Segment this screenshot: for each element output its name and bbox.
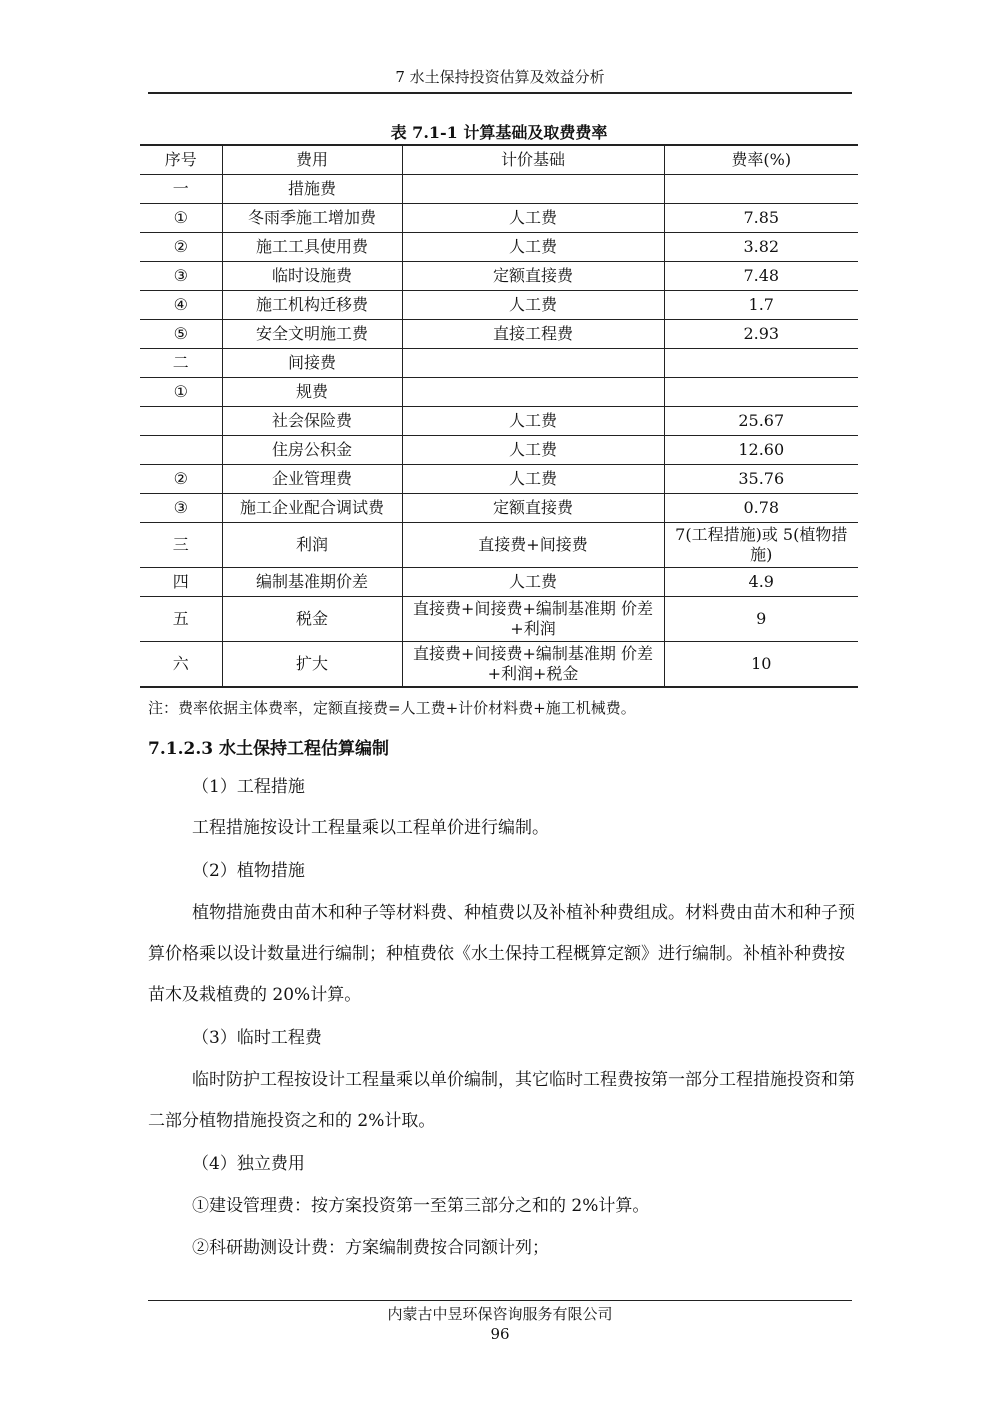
table-row [140,407,858,436]
cell-index: ⑤ [140,320,222,349]
col-header-basis: 计价基础 [402,145,664,175]
cell-item: 住房公积金 [222,436,402,465]
cell-rate: 7.85 [664,204,858,233]
table-header-row [140,145,858,175]
table-row [140,320,858,349]
cell-item: 社会保险费 [222,407,402,436]
table-row [140,349,858,378]
cell-rate: 3.82 [664,233,858,262]
cell-index: 五 [140,597,222,642]
cell-index: 二 [140,349,222,378]
cell-rate: 10 [664,642,858,688]
table-row [140,204,858,233]
paragraph-plant-measures: 植物措施费由苗木和种子等材料费、种植费以及补植补种费组成。材料费由苗木和种子预算价格乘以设计数量进行编制；种植费依《水土保持工程概算定额》进行编制。补植补种费按苗木及栽植费的 20%计算。 [148,903,855,1005]
cell-item: 措施费 [222,175,402,204]
table-row [140,291,858,320]
col-header-rate: 费率(%) [664,145,858,175]
cell-item: 安全文明施工费 [222,320,402,349]
cell-index: ④ [140,291,222,320]
footer-company: 内蒙古中昱环保咨询服务有限公司 [387,1305,613,1323]
cell-item: 临时设施费 [222,262,402,291]
cell-item: 施工机构迁移费 [222,291,402,320]
table-row [140,233,858,262]
footer-rule [148,1300,852,1301]
cell-rate: 12.60 [664,436,858,465]
cell-item: 冬雨季施工增加费 [222,204,402,233]
cell-item: 利润 [222,523,402,568]
subtitle-engineering-measures: （1）工程措施 [192,777,305,797]
cell-item: 间接费 [222,349,402,378]
cell-basis [402,175,664,204]
cell-rate: 4.9 [664,568,858,597]
rates-table [140,144,858,688]
list-item-management-fee: ①建设管理费：按方案投资第一至第三部分之和的 2%计算。 [192,1196,650,1216]
cell-item: 扩大 [222,642,402,688]
cell-index: ② [140,233,222,262]
table-row [140,378,858,407]
cell-basis: 人工费 [402,407,664,436]
cell-basis: 人工费 [402,291,664,320]
cell-item: 施工企业配合调试费 [222,494,402,523]
cell-index: ① [140,204,222,233]
cell-basis: 人工费 [402,465,664,494]
cell-basis: 直接费+间接费+编制基准期 价差+利润+税金 [402,642,664,688]
cell-rate: 2.93 [664,320,858,349]
cell-rate [664,378,858,407]
cell-rate: 7(工程措施)或 5(植物措施) [664,523,858,568]
cell-basis: 直接费+间接费 [402,523,664,568]
table-row [140,494,858,523]
cell-index: ③ [140,494,222,523]
cell-item: 税金 [222,597,402,642]
page-header: 7 水土保持投资估算及效益分析 [395,68,605,86]
cell-item: 编制基准期价差 [222,568,402,597]
cell-rate: 0.78 [664,494,858,523]
subtitle-independent-costs: （4）独立费用 [192,1154,305,1174]
page-number: 96 [490,1325,510,1343]
cell-basis: 直接工程费 [402,320,664,349]
cell-rate: 9 [664,597,858,642]
table-row [140,436,858,465]
cell-index: 四 [140,568,222,597]
cell-basis: 人工费 [402,204,664,233]
cell-index [140,407,222,436]
table-row [140,568,858,597]
table-row [140,597,858,642]
cell-index: 三 [140,523,222,568]
cell-index [140,436,222,465]
cell-basis: 人工费 [402,436,664,465]
table-row [140,642,858,688]
cell-basis: 人工费 [402,233,664,262]
col-header-index: 序号 [140,145,222,175]
cell-index: 六 [140,642,222,688]
cell-basis: 定额直接费 [402,262,664,291]
cell-basis: 定额直接费 [402,494,664,523]
paragraph-temporary-works: 临时防护工程按设计工程量乘以单价编制，其它临时工程费按第一部分工程措施投资和第二部分植物措施投资之和的 2%计取。 [148,1070,855,1131]
paragraph-engineering-measures: 工程措施按设计工程量乘以工程单价进行编制。 [192,818,549,838]
subtitle-temporary-works: （3）临时工程费 [192,1028,322,1048]
header-rule [148,92,852,94]
cell-item: 企业管理费 [222,465,402,494]
col-header-item: 费用 [222,145,402,175]
cell-index: ① [140,378,222,407]
section-heading: 7.1.2.3 水土保持工程估算编制 [148,739,389,759]
cell-index: ② [140,465,222,494]
table-row [140,175,858,204]
cell-rate [664,349,858,378]
list-item-design-fee: ②科研勘测设计费：方案编制费按合同额计列； [192,1238,549,1258]
cell-index: ③ [140,262,222,291]
cell-item: 规费 [222,378,402,407]
cell-item: 施工工具使用费 [222,233,402,262]
table-row [140,262,858,291]
cell-index: 一 [140,175,222,204]
cell-rate: 1.7 [664,291,858,320]
subtitle-plant-measures: （2）植物措施 [192,861,305,881]
cell-basis: 直接费+间接费+编制基准期 价差+利润 [402,597,664,642]
table-note: 注：费率依据主体费率，定额直接费=人工费+计价材料费+施工机械费。 [148,699,636,717]
cell-basis: 人工费 [402,568,664,597]
cell-basis [402,378,664,407]
cell-rate: 35.76 [664,465,858,494]
cell-rate: 7.48 [664,262,858,291]
cell-rate [664,175,858,204]
cell-rate: 25.67 [664,407,858,436]
table-row [140,465,858,494]
cell-basis [402,349,664,378]
table-row [140,523,858,568]
table-title: 表 7.1-1 计算基础及取费费率 [390,123,608,142]
